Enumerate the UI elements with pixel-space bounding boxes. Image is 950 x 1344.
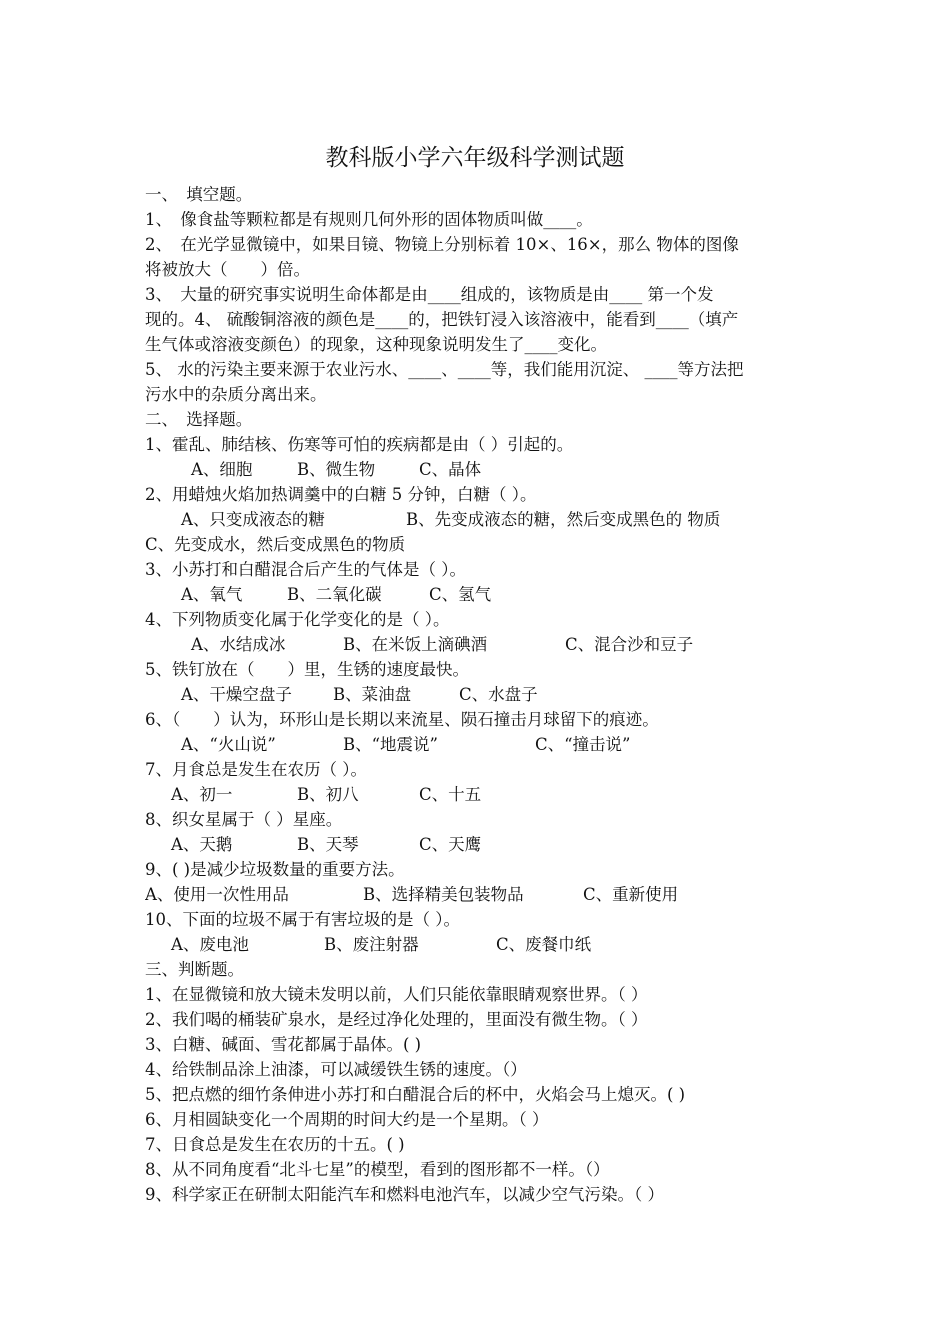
choice-option: A、细胞	[191, 460, 253, 479]
judge-question-3: 3、白糖、碱面、雪花都属于晶体。( )	[145, 1035, 422, 1054]
choice-option: C、废餐巾纸	[496, 935, 592, 954]
judge-question-2: 2、我们喝的桶装矿泉水，是经过净化处理的，里面没有微生物。（ ）	[145, 1010, 648, 1029]
judge-question-6: 6、月相圆缺变化一个周期的时间大约是一个星期。（ ）	[145, 1110, 549, 1129]
choice-question-7: 7、月食总是发生在农历（ ）。	[145, 760, 367, 779]
section-heading-judge: 三、判断题。	[145, 960, 244, 979]
choice-options-7	[145, 782, 810, 807]
fill-question-3-line-2: 现的。4、 硫酸铜溶液的颜色是____的，把铁钉浸入该溶液中，能看到____（填产	[145, 310, 739, 329]
choice-options-8	[145, 832, 810, 857]
fill-question-3-line-3: 生气体或溶液变颜色）的现象，这种现象说明发生了____变化。	[145, 335, 607, 354]
choice-option: B、二氧化碳	[287, 585, 382, 604]
fill-question-1: 1、 像食盐等颗粒都是有规则几何外形的固体物质叫做____。	[145, 210, 593, 229]
choice-option: C、重新使用	[583, 885, 679, 904]
choice-question-9: 9、( )是减少垃圾数量的重要方法。	[145, 860, 405, 879]
choice-option: C、天鹰	[419, 835, 482, 854]
choice-option: C、十五	[419, 785, 482, 804]
section-heading-choice: 二、 选择题。	[145, 410, 253, 429]
choice-option: C、混合沙和豆子	[565, 635, 694, 654]
choice-options-1	[145, 457, 810, 482]
choice-question-8: 8、织女星属于（ ）星座。	[145, 810, 343, 829]
choice-question-3: 3、小苏打和白醋混合后产生的气体是（ ）。	[145, 560, 466, 579]
page-title: 教科版小学六年级科学测试题	[325, 145, 625, 171]
choice-option: B、微生物	[297, 460, 376, 479]
judge-question-4: 4、给铁制品涂上油漆，可以减缓铁生锈的速度。（）	[145, 1060, 527, 1079]
choice-option: A、天鹅	[171, 835, 233, 854]
choice-question-5: 5、铁钉放在（ ）里，生锈的速度最快。	[145, 660, 469, 679]
choice-option: A、使用一次性用品	[145, 885, 289, 904]
judge-question-9: 9、科学家正在研制太阳能汽车和燃料电池汽车，以减少空气污染。（ ）	[145, 1185, 664, 1204]
choice-option-2c: C、先变成水，然后变成黑色的物质	[145, 535, 406, 554]
judge-question-8: 8、从不同角度看“北斗七星”的模型，看到的图形都不一样。（）	[145, 1160, 610, 1179]
choice-question-4: 4、下列物质变化属于化学变化的是（ ）。	[145, 610, 450, 629]
choice-options-9	[145, 882, 810, 907]
choice-option: A、废电池	[171, 935, 249, 954]
choice-option: B、“地震说”	[343, 735, 438, 754]
fill-question-2-line-2: 将被放大（ ）倍。	[145, 260, 310, 279]
judge-question-1: 1、在显微镜和放大镜未发明以前，人们只能依靠眼睛观察世界。（ ）	[145, 985, 648, 1004]
choice-option: C、水盘子	[459, 685, 538, 704]
choice-question-6: 6、（ ）认为，环形山是长期以来流星、陨石撞击月球留下的痕迹。	[145, 710, 659, 729]
document-body	[145, 182, 810, 1207]
choice-option: A、只变成液态的糖	[181, 510, 325, 529]
fill-question-5-line-1: 5、 水的污染主要来源于农业污水、____、____等，我们能用沉淀、 ____等方法把	[145, 360, 744, 379]
choice-options-10	[145, 932, 810, 957]
fill-question-3-line-1: 3、 大量的研究事实说明生命体都是由____组成的，该物质是由____ 第一个发	[145, 285, 714, 304]
choice-option: B、先变成液态的糖，然后变成黑色的 物质	[406, 510, 721, 529]
choice-option: A、氧气	[181, 585, 243, 604]
choice-option: B、菜油盘	[333, 685, 412, 704]
choice-options-3	[145, 582, 810, 607]
section-heading-fill: 一、 填空题。	[145, 185, 253, 204]
choice-option: B、废注射器	[324, 935, 419, 954]
fill-question-2-line-1: 2、 在光学显微镜中，如果目镜、物镜上分别标着 10×、16×，那么 物体的图像	[145, 235, 739, 254]
choice-option: B、初八	[297, 785, 359, 804]
choice-option: A、干燥空盘子	[181, 685, 292, 704]
choice-option: A、水结成冰	[191, 635, 286, 654]
choice-question-1: 1、霍乱、肺结核、伤寒等可怕的疾病都是由（ ）引起的。	[145, 435, 574, 454]
choice-options-6	[145, 732, 810, 757]
choice-option: A、初一	[171, 785, 233, 804]
choice-option: B、选择精美包装物品	[363, 885, 524, 904]
fill-question-5-line-2: 污水中的杂质分离出来。	[145, 385, 327, 404]
choice-options-4	[145, 632, 810, 657]
choice-options-2	[145, 507, 810, 532]
choice-option: A、“火山说”	[181, 735, 276, 754]
judge-question-7: 7、日食总是发生在农历的十五。( )	[145, 1135, 405, 1154]
choice-option: C、氢气	[429, 585, 492, 604]
choice-question-2: 2、用蜡烛火焰加热调羹中的白糖 5 分钟，白糖（ ）。	[145, 485, 537, 504]
choice-option: B、天琴	[297, 835, 359, 854]
judge-question-5: 5、把点燃的细竹条伸进小苏打和白醋混合后的杯中，火焰会马上熄灭。( )	[145, 1085, 686, 1104]
choice-option: C、晶体	[419, 460, 482, 479]
choice-option: B、在米饭上滴碘酒	[343, 635, 488, 654]
choice-question-10: 10、下面的垃圾不属于有害垃圾的是（ ）。	[145, 910, 460, 929]
choice-option: C、“撞击说”	[535, 735, 631, 754]
choice-options-5	[145, 682, 810, 707]
